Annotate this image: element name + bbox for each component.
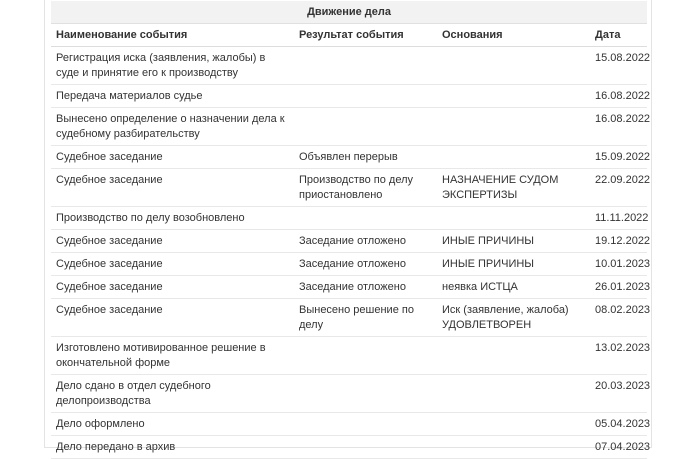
cell-event: Дело оформлено xyxy=(51,413,294,436)
cell-basis xyxy=(437,47,590,85)
case-movement-panel xyxy=(44,0,652,453)
table-row xyxy=(51,230,647,253)
cell-basis xyxy=(437,207,590,230)
cell-event: Передача материалов судье xyxy=(51,85,294,108)
cell-date: 13.02.2023 xyxy=(590,337,647,375)
cell-result: Заседание отложено xyxy=(294,276,437,299)
cell-event: Производство по делу возобновлено xyxy=(51,207,294,230)
cell-basis: НАЗНАЧЕНИЕ СУДОМ ЭКСПЕРТИЗЫ xyxy=(437,169,590,207)
table-row xyxy=(51,375,647,413)
header-event: Наименование события xyxy=(51,24,294,47)
cell-result xyxy=(294,207,437,230)
table-row xyxy=(51,413,647,436)
table-row xyxy=(51,207,647,230)
cell-result xyxy=(294,108,437,146)
cell-event: Регистрация иска (заявления, жалобы) в суде и принятие его к производству xyxy=(51,47,294,85)
case-movement-table xyxy=(51,1,651,459)
table-row xyxy=(51,108,647,146)
cell-date: 05.04.2023 xyxy=(590,413,647,436)
cell-event: Судебное заседание xyxy=(51,253,294,276)
cell-date: 22.09.2022 xyxy=(590,169,647,207)
table-row xyxy=(51,299,647,337)
cell-event: Судебное заседание xyxy=(51,230,294,253)
cell-event: Изготовлено мотивированное решение в окончательной форме xyxy=(51,337,294,375)
cell-event: Судебное заседание xyxy=(51,169,294,207)
cell-event: Дело передано в архив xyxy=(51,436,294,459)
cell-date: 19.12.2022 xyxy=(590,230,647,253)
table-row xyxy=(51,337,647,375)
table-row xyxy=(51,146,647,169)
cell-result: Заседание отложено xyxy=(294,230,437,253)
cell-date: 11.11.2022 xyxy=(590,207,647,230)
cell-basis: ИНЫЕ ПРИЧИНЫ xyxy=(437,230,590,253)
cell-date: 20.03.2023 xyxy=(590,375,647,413)
cell-result: Производство по делу приостановлено xyxy=(294,169,437,207)
cell-date: 26.01.2023 xyxy=(590,276,647,299)
table-caption-row xyxy=(51,1,647,24)
cell-basis: ИНЫЕ ПРИЧИНЫ xyxy=(437,253,590,276)
table-row xyxy=(51,85,647,108)
cell-basis xyxy=(437,146,590,169)
cell-event: Судебное заседание xyxy=(51,299,294,337)
table-title: Движение дела xyxy=(51,1,647,24)
cell-event: Судебное заседание xyxy=(51,146,294,169)
header-basis: Основания xyxy=(437,24,590,47)
header-date: Дата xyxy=(590,24,647,47)
cell-basis xyxy=(437,108,590,146)
cell-event: Дело сдано в отдел судебного делопроизводства xyxy=(51,375,294,413)
header-result: Результат события xyxy=(294,24,437,47)
table-header-row xyxy=(51,24,647,47)
cell-basis xyxy=(437,337,590,375)
cell-result xyxy=(294,413,437,436)
cell-basis xyxy=(437,436,590,459)
cell-basis: Иск (заявление, жалоба) УДОВЛЕТВОРЕН xyxy=(437,299,590,337)
cell-result xyxy=(294,436,437,459)
cell-basis xyxy=(437,413,590,436)
cell-result xyxy=(294,85,437,108)
cell-date: 08.02.2023 xyxy=(590,299,647,337)
cell-result: Вынесено решение по делу xyxy=(294,299,437,337)
cell-basis xyxy=(437,85,590,108)
cell-result xyxy=(294,375,437,413)
cell-date: 10.01.2023 xyxy=(590,253,647,276)
table-row xyxy=(51,169,647,207)
table-row xyxy=(51,276,647,299)
cell-event: Судебное заседание xyxy=(51,276,294,299)
cell-date: 16.08.2022 xyxy=(590,85,647,108)
cell-result: Объявлен перерыв xyxy=(294,146,437,169)
cell-event: Вынесено определение о назначении дела к судебному разбирательству xyxy=(51,108,294,146)
cell-result: Заседание отложено xyxy=(294,253,437,276)
cell-date: 07.04.2023 xyxy=(590,436,647,459)
cell-basis xyxy=(437,375,590,413)
cell-basis: неявка ИСТЦА xyxy=(437,276,590,299)
cell-result xyxy=(294,337,437,375)
table-row xyxy=(51,436,647,459)
cell-date: 16.08.2022 xyxy=(590,108,647,146)
table-row xyxy=(51,47,647,85)
cell-date: 15.09.2022 xyxy=(590,146,647,169)
table-row xyxy=(51,253,647,276)
cell-date: 15.08.2022 xyxy=(590,47,647,85)
cell-result xyxy=(294,47,437,85)
